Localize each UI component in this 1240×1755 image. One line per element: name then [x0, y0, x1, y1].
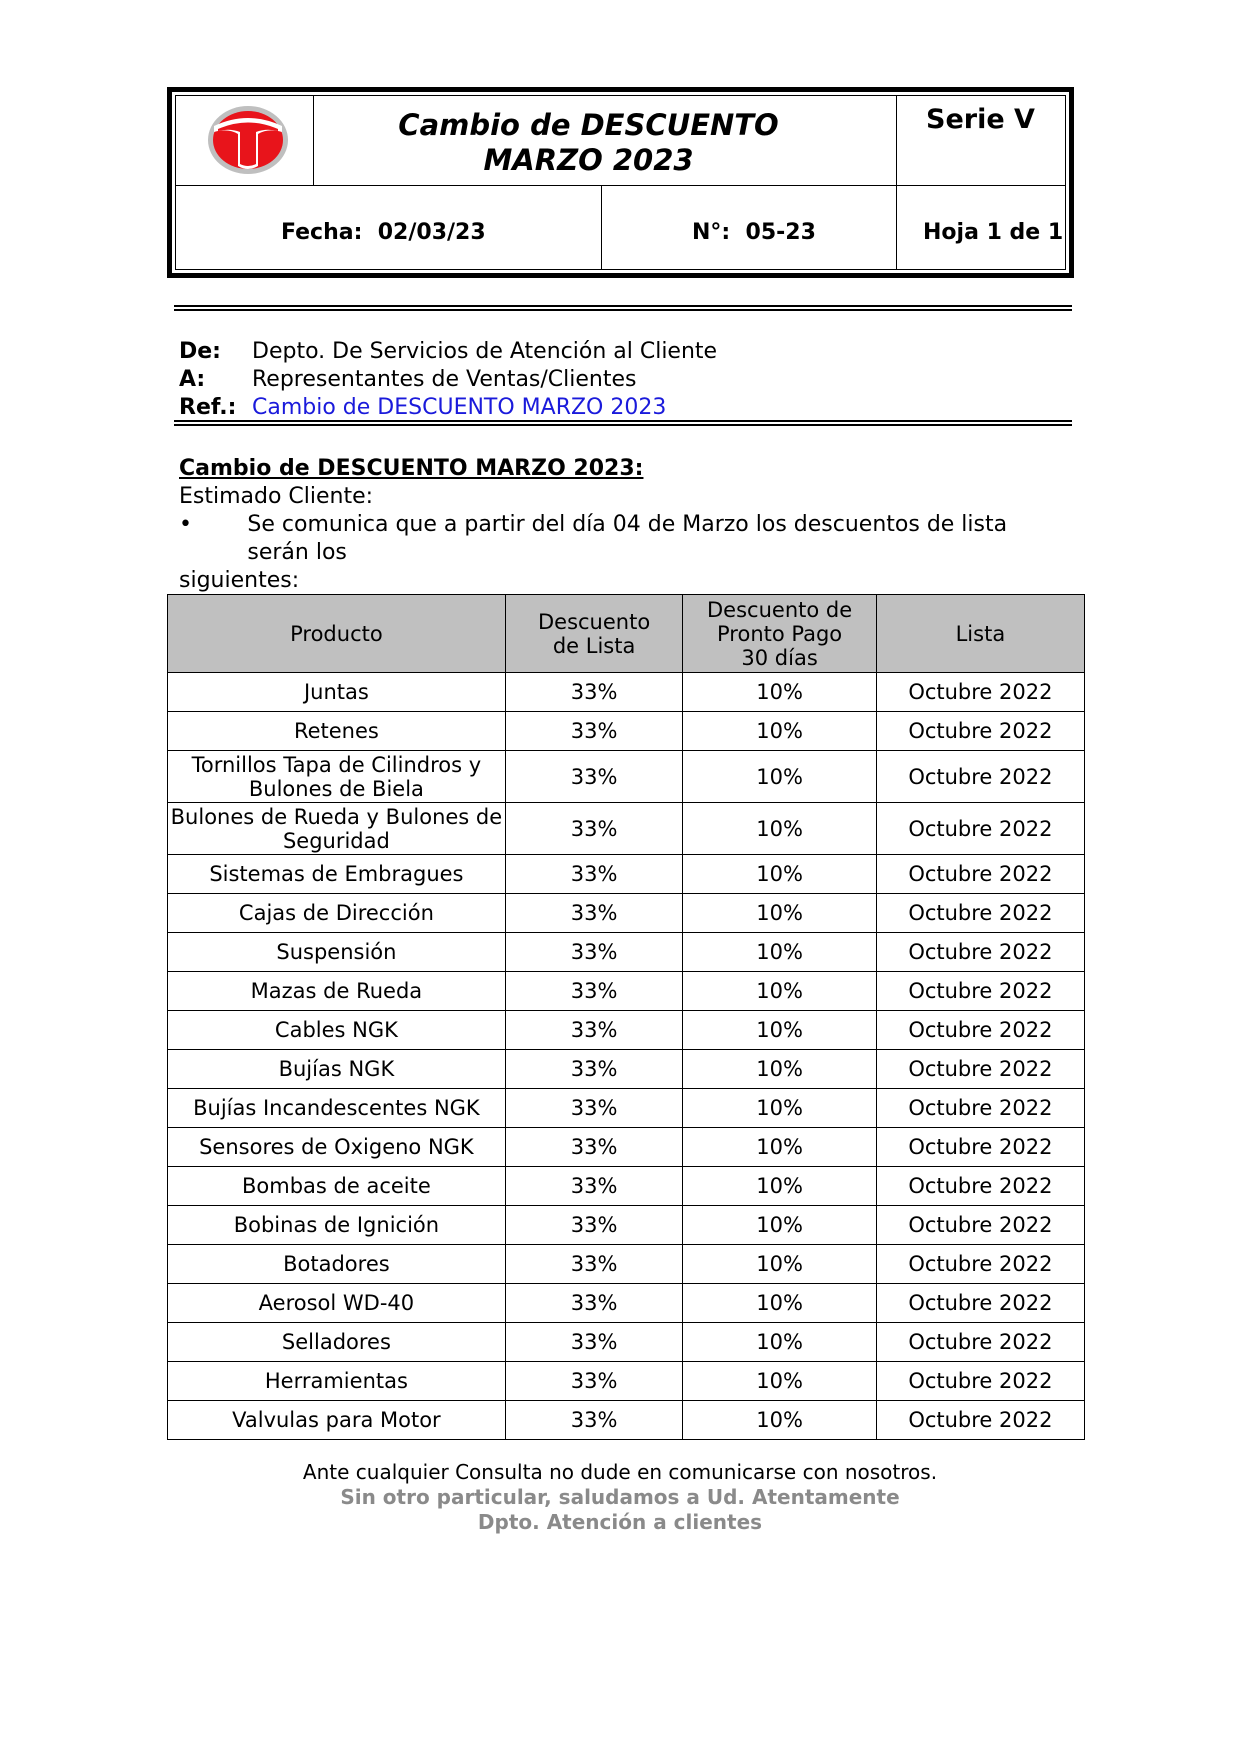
cell-pronto-pago: 10%	[683, 855, 876, 894]
cell-producto	[168, 1401, 506, 1440]
divider	[896, 96, 897, 269]
cell-lista: Octubre 2022	[876, 1011, 1084, 1050]
producto-line-1: Suspensión	[276, 940, 397, 964]
header-pronto-pago	[683, 595, 876, 673]
cell-descuento: 33%	[505, 1128, 683, 1167]
footer-line-3: Dpto. Atención a clientes	[477, 1510, 763, 1534]
cell-pronto-pago: 10%	[683, 712, 876, 751]
producto-line-1: Botadores	[283, 1252, 390, 1276]
cell-producto	[168, 1167, 506, 1206]
cell-pronto-pago: 10%	[683, 1323, 876, 1362]
footer-line-2: Sin otro particular, saludamos a Ud. Atentamente	[340, 1485, 900, 1509]
header-pronto-pago-line-1: Descuento de	[707, 597, 853, 622]
producto-line-1: Cables NGK	[274, 1018, 398, 1042]
ref-value: Cambio de DESCUENTO MARZO 2023	[252, 395, 667, 420]
title-line-2: MARZO 2023	[483, 143, 694, 177]
producto-line-1: Bombas de aceite	[242, 1174, 431, 1198]
producto-line-1: Retenes	[293, 719, 379, 743]
cell-producto	[168, 1011, 506, 1050]
producto-line-2: Bulones de Biela	[248, 776, 424, 801]
cell-producto	[168, 1323, 506, 1362]
cell-descuento: 33%	[505, 1167, 683, 1206]
cell-pronto-pago: 10%	[683, 1362, 876, 1401]
company-logo-icon	[206, 104, 290, 176]
cell-lista: Octubre 2022	[876, 1362, 1084, 1401]
header-lista	[876, 595, 1084, 673]
cell-descuento: 33%	[505, 803, 683, 855]
cell-lista: Octubre 2022	[876, 1245, 1084, 1284]
cell-pronto-pago: 10%	[683, 1401, 876, 1440]
cell-descuento: 33%	[505, 1284, 683, 1323]
table-header-row	[168, 595, 1085, 673]
cell-producto	[168, 1050, 506, 1089]
cell-descuento: 33%	[505, 1362, 683, 1401]
table-row	[168, 894, 1085, 933]
cell-producto	[168, 894, 506, 933]
document-header	[167, 87, 1074, 278]
title-line-1: Cambio de DESCUENTO	[398, 108, 779, 142]
table-row	[168, 855, 1085, 894]
body-heading: Cambio de DESCUENTO MARZO 2023:	[179, 456, 644, 481]
memo-de-row	[179, 338, 717, 366]
cell-producto	[168, 673, 506, 712]
cell-descuento: 33%	[505, 712, 683, 751]
producto-line-1: Valvulas para Motor	[232, 1408, 441, 1432]
double-rule-bottom	[174, 420, 1072, 426]
double-rule-top	[174, 305, 1072, 311]
producto-line-1: Bobinas de Ignición	[233, 1213, 440, 1237]
numero-field	[692, 220, 816, 246]
bullet-paragraph	[179, 511, 1059, 567]
header-lista-label: Lista	[955, 621, 1006, 646]
cell-producto	[168, 1089, 506, 1128]
producto-line-1: Mazas de Rueda	[250, 979, 423, 1003]
header-descuento-lista-line-1: Descuento	[537, 609, 651, 634]
header-producto	[168, 595, 506, 673]
table-row	[168, 1128, 1085, 1167]
producto-line-1: Juntas	[303, 680, 369, 704]
cell-producto	[168, 803, 506, 855]
memo-a-row	[179, 366, 717, 394]
a-value: Representantes de Ventas/Clientes	[252, 367, 637, 392]
cell-lista: Octubre 2022	[876, 803, 1084, 855]
cell-lista: Octubre 2022	[876, 1167, 1084, 1206]
producto-line-1: Herramientas	[264, 1369, 408, 1393]
cell-lista: Octubre 2022	[876, 894, 1084, 933]
cell-pronto-pago: 10%	[683, 1050, 876, 1089]
a-label: A:	[179, 367, 206, 392]
cell-lista: Octubre 2022	[876, 1323, 1084, 1362]
cell-lista: Octubre 2022	[876, 1284, 1084, 1323]
document-title	[301, 108, 876, 178]
fecha-label: Fecha:	[281, 220, 363, 245]
numero-value: 05-23	[745, 220, 816, 245]
cell-producto	[168, 712, 506, 751]
cell-descuento: 33%	[505, 673, 683, 712]
cell-pronto-pago: 10%	[683, 1167, 876, 1206]
cell-producto	[168, 1245, 506, 1284]
cell-producto	[168, 1362, 506, 1401]
memo-ref-row	[179, 394, 717, 422]
cell-lista: Octubre 2022	[876, 1206, 1084, 1245]
cell-lista: Octubre 2022	[876, 1128, 1084, 1167]
cell-descuento: 33%	[505, 1206, 683, 1245]
producto-line-1: Cajas de Dirección	[238, 901, 434, 925]
cell-producto	[168, 1284, 506, 1323]
cell-producto	[168, 1206, 506, 1245]
table-row	[168, 1362, 1085, 1401]
table-row	[168, 1167, 1085, 1206]
table-row	[168, 1089, 1085, 1128]
cell-descuento: 33%	[505, 1011, 683, 1050]
cell-descuento: 33%	[505, 1323, 683, 1362]
body-text	[179, 455, 1059, 595]
table-row	[168, 972, 1085, 1011]
cell-lista: Octubre 2022	[876, 933, 1084, 972]
ref-label: Ref.:	[179, 395, 237, 420]
table-row	[168, 673, 1085, 712]
footer	[0, 1460, 1240, 1535]
table-row	[168, 751, 1085, 803]
producto-line-1: Sensores de Oxigeno NGK	[199, 1135, 474, 1159]
bullet-marker: •	[179, 512, 192, 537]
cell-lista: Octubre 2022	[876, 1401, 1084, 1440]
table-row	[168, 1206, 1085, 1245]
table-row	[168, 1323, 1085, 1362]
fecha-value: 02/03/23	[377, 220, 486, 245]
producto-line-2: Seguridad	[282, 828, 390, 853]
cell-descuento: 33%	[505, 855, 683, 894]
footer-line-1: Ante cualquier Consulta no dude en comunicarse con nosotros.	[302, 1460, 938, 1484]
cell-pronto-pago: 10%	[683, 933, 876, 972]
cell-producto	[168, 751, 506, 803]
header-descuento-lista	[505, 595, 683, 673]
header-pronto-pago-line-3: 30 días	[741, 645, 818, 670]
producto-line-1: Selladores	[281, 1330, 391, 1354]
cell-pronto-pago: 10%	[683, 1245, 876, 1284]
producto-line-1: Bujías Incandescentes NGK	[193, 1096, 480, 1120]
cell-descuento: 33%	[505, 933, 683, 972]
fecha-field	[281, 220, 486, 246]
table-row	[168, 803, 1085, 855]
greeting: Estimado Cliente:	[179, 484, 374, 509]
cell-descuento: 33%	[505, 1401, 683, 1440]
table-row	[168, 712, 1085, 751]
header-inner-frame	[175, 95, 1066, 270]
cell-pronto-pago: 10%	[683, 751, 876, 803]
cell-pronto-pago: 10%	[683, 1284, 876, 1323]
hoja-label: Hoja 1 de 1	[923, 220, 1064, 245]
cell-lista: Octubre 2022	[876, 712, 1084, 751]
cell-descuento: 33%	[505, 751, 683, 803]
divider	[176, 185, 1065, 186]
cell-pronto-pago: 10%	[683, 803, 876, 855]
table-row	[168, 1245, 1085, 1284]
body-line-2: siguientes:	[179, 568, 300, 593]
cell-descuento: 33%	[505, 1050, 683, 1089]
cell-lista: Octubre 2022	[876, 972, 1084, 1011]
divider	[601, 185, 602, 269]
memo-block	[179, 338, 717, 422]
cell-producto	[168, 933, 506, 972]
cell-pronto-pago: 10%	[683, 1206, 876, 1245]
cell-producto	[168, 1128, 506, 1167]
header-pronto-pago-line-2: Pronto Pago	[717, 621, 843, 646]
serie-label: Serie V	[926, 104, 1035, 135]
producto-line-1: Tornillos Tapa de Cilindros y	[191, 752, 482, 777]
header-producto-label: Producto	[290, 621, 383, 646]
cell-producto	[168, 855, 506, 894]
cell-pronto-pago: 10%	[683, 972, 876, 1011]
discount-table	[167, 594, 1085, 1440]
cell-pronto-pago: 10%	[683, 894, 876, 933]
producto-line-1: Aerosol WD-40	[258, 1291, 415, 1315]
table-row	[168, 1050, 1085, 1089]
cell-descuento: 33%	[505, 972, 683, 1011]
cell-producto	[168, 972, 506, 1011]
cell-descuento: 33%	[505, 894, 683, 933]
cell-pronto-pago: 10%	[683, 673, 876, 712]
table-row	[168, 1401, 1085, 1440]
cell-descuento: 33%	[505, 1089, 683, 1128]
cell-lista: Octubre 2022	[876, 1089, 1084, 1128]
de-label: De:	[179, 339, 221, 364]
cell-lista: Octubre 2022	[876, 673, 1084, 712]
producto-line-1: Sistemas de Embragues	[209, 862, 464, 886]
de-value: Depto. De Servicios de Atención al Cliente	[252, 339, 718, 364]
table-row	[168, 1284, 1085, 1323]
cell-lista: Octubre 2022	[876, 855, 1084, 894]
cell-lista: Octubre 2022	[876, 1050, 1084, 1089]
cell-pronto-pago: 10%	[683, 1128, 876, 1167]
cell-descuento: 33%	[505, 1245, 683, 1284]
header-descuento-lista-line-2: de Lista	[552, 633, 636, 658]
table-row	[168, 933, 1085, 972]
cell-pronto-pago: 10%	[683, 1089, 876, 1128]
table-body	[168, 673, 1085, 1440]
cell-lista: Octubre 2022	[876, 751, 1084, 803]
cell-pronto-pago: 10%	[683, 1011, 876, 1050]
producto-line-1: Bujías NGK	[278, 1057, 395, 1081]
producto-line-1: Bulones de Rueda y Bulones de	[170, 804, 503, 829]
body-line-1: Se comunica que a partir del día 04 de Marzo los descuentos de lista serán los	[247, 512, 1008, 565]
numero-label: N°:	[692, 220, 731, 245]
table-row	[168, 1011, 1085, 1050]
